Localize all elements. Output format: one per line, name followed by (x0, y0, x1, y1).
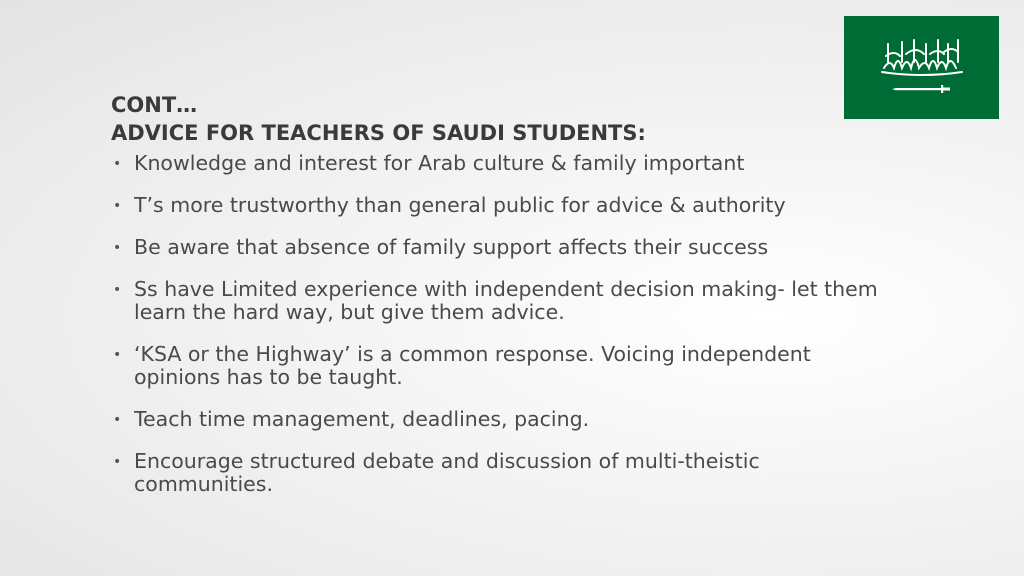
slide-title (111, 91, 646, 147)
bullet-dot: • (113, 454, 122, 470)
bullet-text: T’s more trustworthy than general public for advice & authority (134, 193, 786, 217)
bullet-item (113, 194, 903, 217)
bullet-item (113, 278, 903, 324)
bullet-text: Encourage structured debate and discussion of multi-theistic communities. (134, 449, 760, 496)
bullet-text: Knowledge and interest for Arab culture & family important (134, 151, 745, 175)
bullet-dot: • (113, 156, 122, 172)
bullet-item (113, 408, 903, 431)
bullet-dot: • (113, 198, 122, 214)
title-line-1: CONT… (111, 93, 198, 117)
bullet-text: ‘KSA or the Highway’ is a common response. Voicing independent opinions has to be taught. (134, 342, 811, 389)
bullet-text: Teach time management, deadlines, pacing. (134, 407, 590, 431)
bullet-item (113, 236, 903, 259)
bullet-dot: • (113, 347, 122, 363)
saudi-flag-icon (844, 16, 999, 119)
bullet-item (113, 343, 903, 389)
shahada-script-icon (882, 40, 962, 75)
flag-emblem (844, 16, 999, 119)
bullet-list (113, 152, 903, 515)
sword-icon (892, 85, 950, 93)
bullet-dot: • (113, 240, 122, 256)
bullet-dot: • (113, 412, 122, 428)
bullet-item (113, 152, 903, 175)
bullet-text: Be aware that absence of family support affects their success (134, 235, 769, 259)
bullet-item (113, 450, 903, 496)
bullet-dot: • (113, 282, 122, 298)
bullet-text: Ss have Limited experience with independent decision making- let them learn the hard way, but give them advice. (134, 277, 878, 324)
title-line-2: ADVICE FOR TEACHERS OF SAUDI STUDENTS: (111, 121, 646, 145)
